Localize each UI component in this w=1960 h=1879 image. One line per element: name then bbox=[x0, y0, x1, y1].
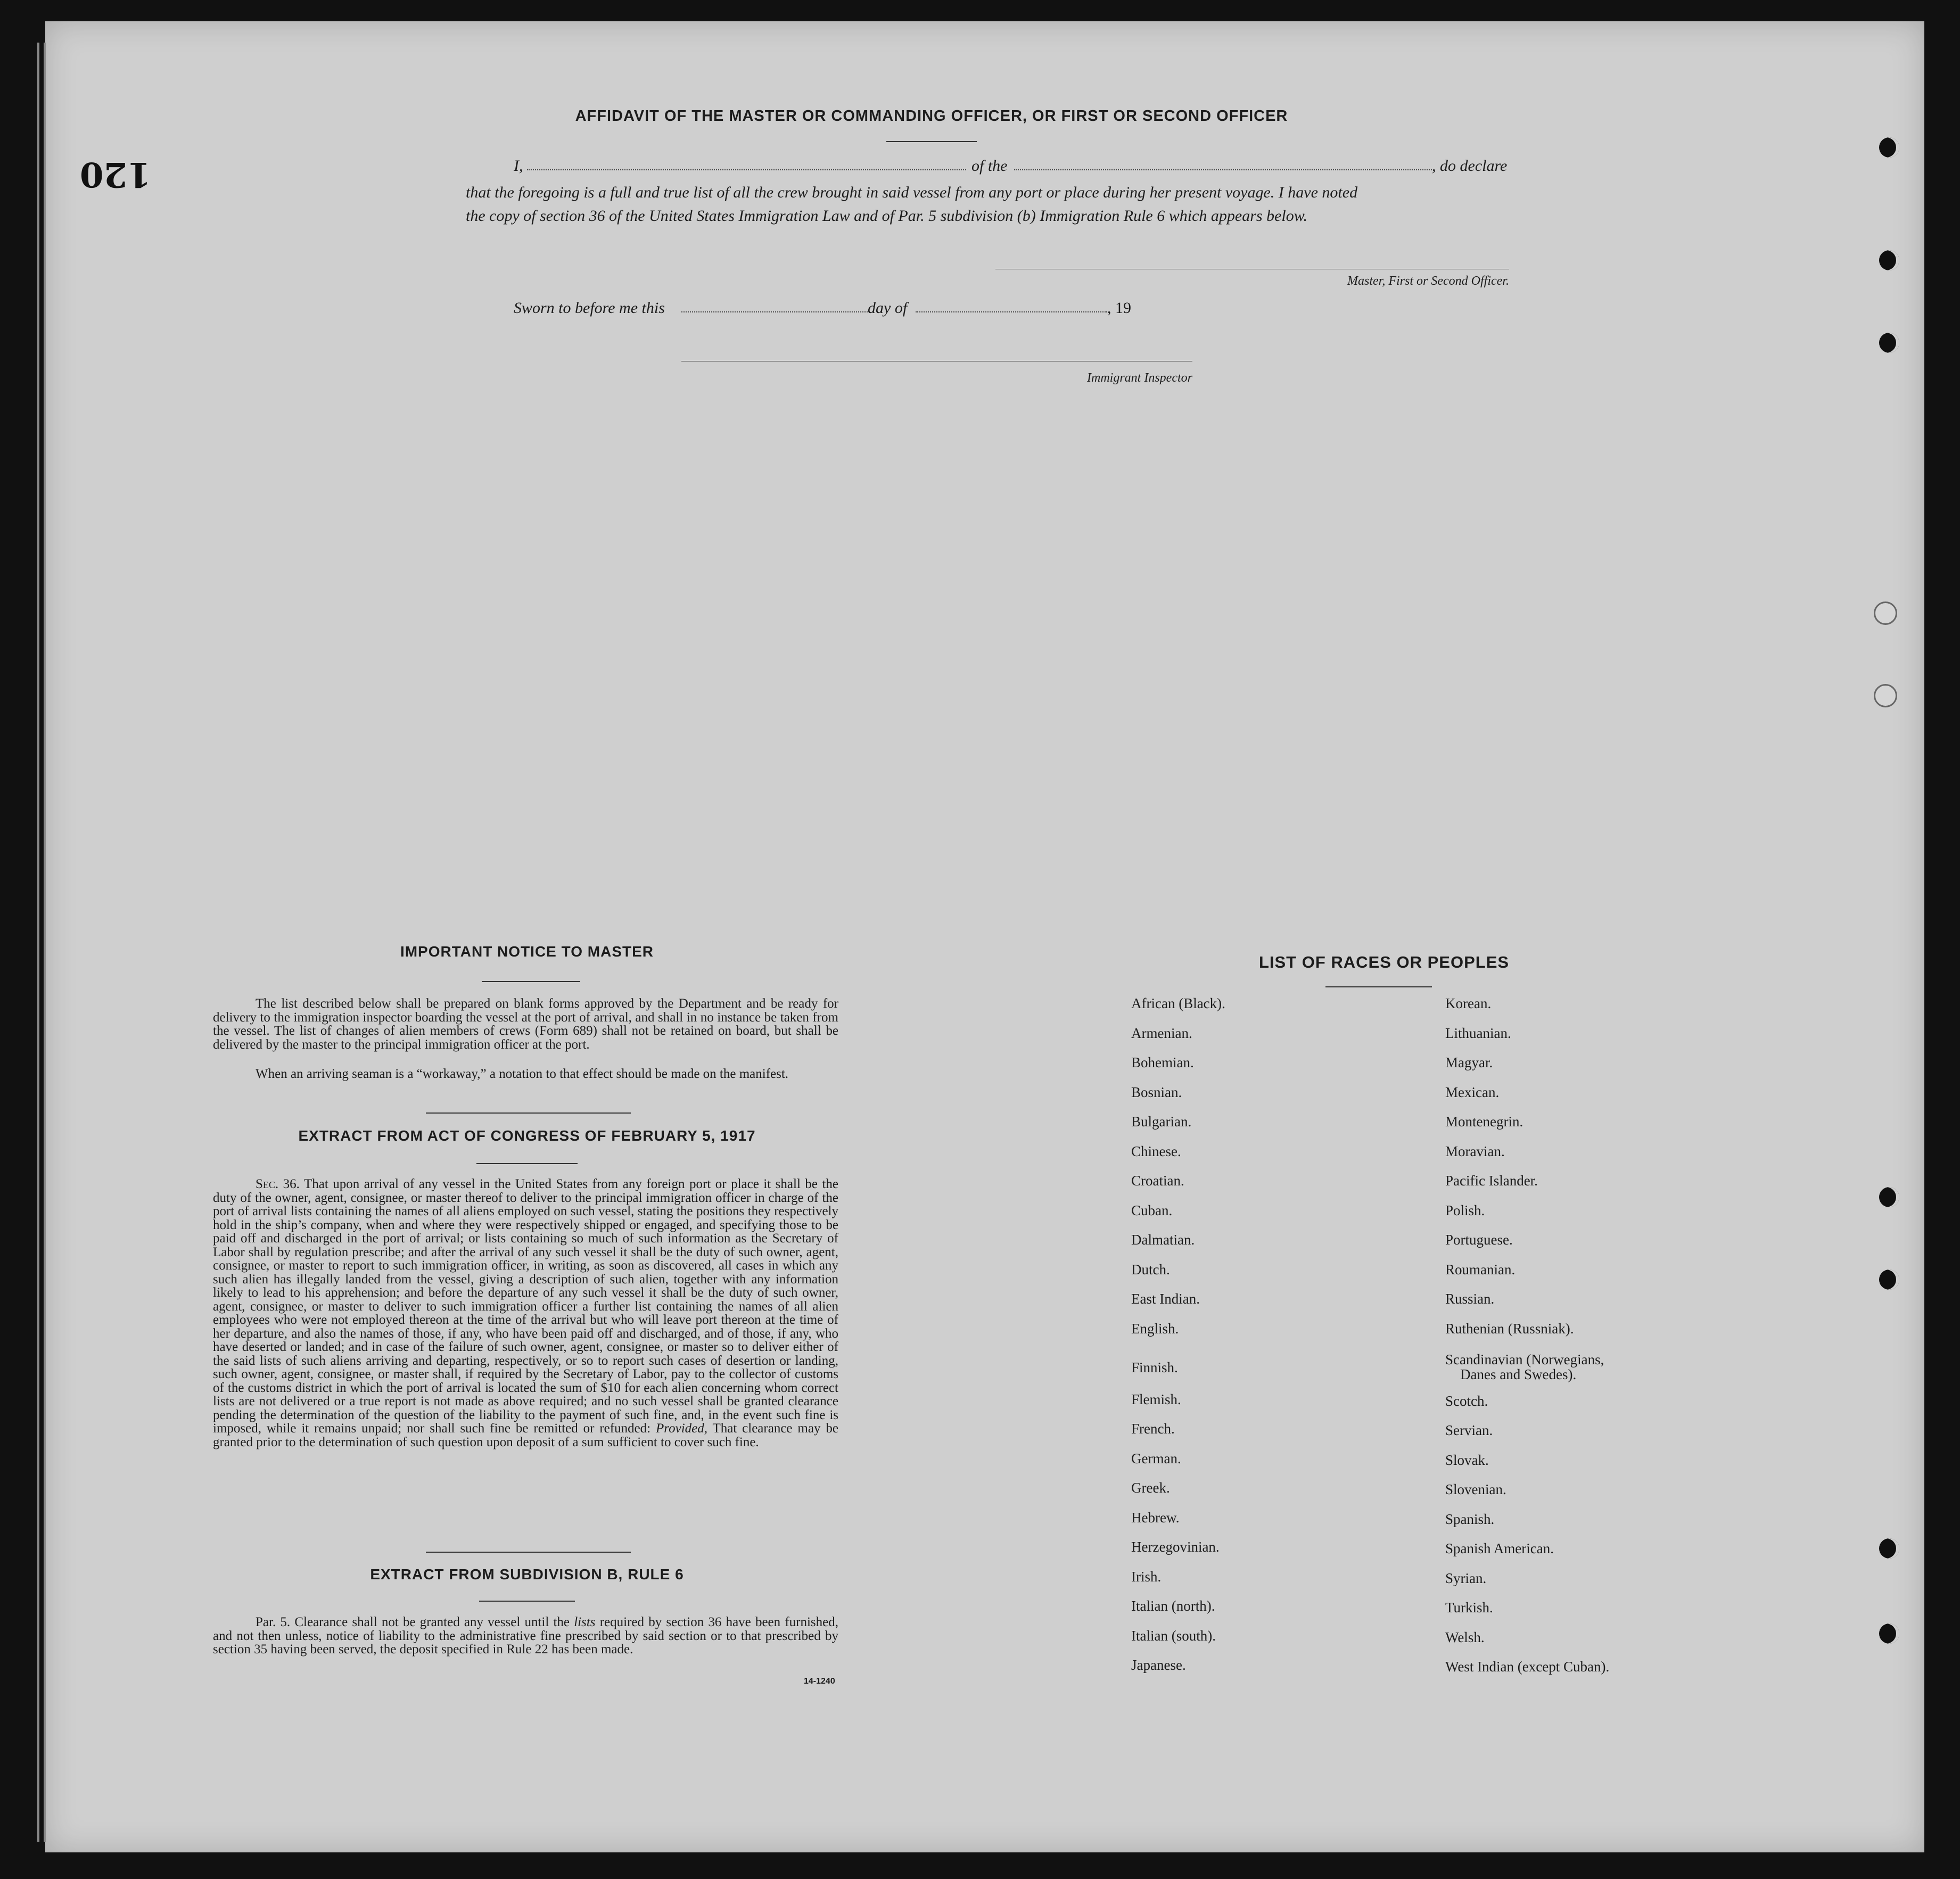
race-item: Bulgarian. bbox=[1131, 1114, 1192, 1130]
race-item: Italian (north). bbox=[1131, 1598, 1215, 1614]
vessel-blank bbox=[1014, 169, 1432, 170]
race-item: Greek. bbox=[1131, 1480, 1170, 1496]
binder-hole bbox=[1879, 1623, 1899, 1644]
race-item: Syrian. bbox=[1445, 1570, 1487, 1586]
race-item: Spanish. bbox=[1445, 1511, 1495, 1527]
race-item: Moravian. bbox=[1445, 1143, 1505, 1159]
race-item: West Indian (except Cuban). bbox=[1445, 1659, 1610, 1675]
affidavit-line-3: the copy of section 36 of the United States Immigration Law and of Par. 5 subdivision (b) Immigration Rule 6 which appears below. bbox=[466, 207, 1307, 225]
race-item: Montenegrin. bbox=[1445, 1114, 1523, 1130]
race-item: Flemish. bbox=[1131, 1391, 1181, 1407]
race-item: Portuguese. bbox=[1445, 1232, 1513, 1248]
races-list-left bbox=[1131, 995, 1225, 1687]
race-item: Roumanian. bbox=[1445, 1261, 1516, 1278]
rule-text-after: required by section 36 have been furnished, and not then unless, notice of liability to the administrative fine prescribed by said section or to that prescribed by section 35 having been served, the deposit specified in Rule 22 has been made. bbox=[213, 1615, 838, 1657]
title-rule bbox=[482, 981, 580, 982]
race-item: Spanish American. bbox=[1445, 1540, 1554, 1556]
title-rule bbox=[886, 141, 977, 142]
affidavit-line-2: that the foregoing is a full and true list of all the crew brought in said vessel from any port or place during her present voyage. I have noted bbox=[466, 184, 1358, 201]
race-item: Pacific Islander. bbox=[1445, 1173, 1538, 1189]
race-item: Ruthenian (Russniak). bbox=[1445, 1320, 1574, 1337]
page-edge-line bbox=[44, 43, 46, 1842]
race-item: Servian. bbox=[1445, 1422, 1493, 1438]
race-item: Polish. bbox=[1445, 1202, 1485, 1218]
race-item: Croatian. bbox=[1131, 1173, 1184, 1189]
race-item: German. bbox=[1131, 1450, 1181, 1466]
binder-hole bbox=[1879, 137, 1899, 158]
rule-extract-title: EXTRACT FROM SUBDIVISION B, RULE 6 bbox=[370, 1566, 684, 1583]
provided-text: That clearance may be granted prior to the determination of such question upon deposit of a sum sufficient to cover such fine. bbox=[213, 1421, 838, 1449]
race-item: Armenian. bbox=[1131, 1025, 1192, 1041]
affidavit-title: AFFIDAVIT OF THE MASTER OR COMMANDING OFFICER, OR FIRST OR SECOND OFFICER bbox=[575, 108, 1288, 125]
notice-paragraph-2: When an arriving seaman is a “workaway,” a notation to that effect should be made on the manifest. bbox=[256, 1067, 789, 1081]
race-item: Hebrew. bbox=[1131, 1509, 1180, 1526]
notice-title: IMPORTANT NOTICE TO MASTER bbox=[400, 943, 654, 960]
races-list-right bbox=[1445, 995, 1609, 1688]
notice-paragraph-1: The list described below shall be prepared on blank forms approved by the Department and be ready for delivery to the immigration inspector boarding the vessel at the port of arrival, and shall in no instance be taken from the vessel. The list of changes of alien members of crews (Form 689) shall not be retained on board, but shall be delivered by the master to the principal immigration officer at the port. bbox=[213, 996, 838, 1052]
race-item: Korean. bbox=[1445, 995, 1492, 1011]
race-item: Japanese. bbox=[1131, 1657, 1186, 1673]
lists-word: lists bbox=[574, 1615, 596, 1629]
binder-hole bbox=[1879, 1538, 1899, 1559]
title-rule bbox=[1325, 986, 1432, 987]
affidavit-i: I, bbox=[514, 157, 523, 175]
section-rule bbox=[426, 1112, 631, 1114]
race-item: Herzegovinian. bbox=[1131, 1539, 1220, 1555]
act-section-36 bbox=[213, 1177, 838, 1449]
race-item: Magyar. bbox=[1445, 1054, 1493, 1070]
race-item: Danes and Swedes). bbox=[1460, 1366, 1577, 1382]
rule-text-before: Par. 5. Clearance shall not be granted any vessel until the bbox=[256, 1615, 570, 1629]
race-item: Bosnian. bbox=[1131, 1084, 1182, 1100]
binder-hole bbox=[1879, 250, 1899, 270]
race-item: French. bbox=[1131, 1421, 1175, 1437]
affidavit-of-the: of the bbox=[971, 157, 1008, 175]
race-item: African (Black). bbox=[1131, 995, 1225, 1011]
section-text: That upon arrival of any vessel in the United States from any foreign port or place it shall be the duty of the owner, agent, consignee, or master thereof to deliver to the principal immigration officer in charge of the port of arrival lists containing the names of all aliens employed on such vessel, stating the positions they respectively hold in the ship’s company, when and where they were respectively shipped or engaged, and specifying those to be paid off and discharged in the port of arrival; or lists containing so much of such information as the Secretary of Labor shall by regulation prescribe; and after the arrival of any such vessel it shall be the duty of such owner, agent, consignee, or master to report to such immigration officer, in writing, as soon as discovered, all cases in which any such alien has illegally landed from the vessel, giving a description of such alien, together with any information likely to lead to his apprehension; and before the departure of any such vessel it shall be the duty of such owner, agent, consignee, or master to deliver to such immigration officer a further list containing the names of all alien employees who were not employed thereon at the time of the arrival but who will leave port thereon at the time of her departure, and also the names of those, if any, who have been paid off and discharged, and of those, if any, who have deserted or landed; and in case of the failure of such owner, agent, consignee, or master so to deliver either of the said lists of such aliens arriving and departing, respectively, or so to report such cases of desertion or landing, such owner, agent, consignee, or master shall, if required by the Secretary of Labor, pay to the collector of customs of the customs district in which the port of arrival is located the sum of $10 for each alien concerning whom correct lists are not delivered or a true report is not made as above required; and no such vessel shall be granted clearance pending the determination of the question of the liability to the payment of such fine, and, in the event such fine is imposed, while it remains unpaid; nor shall such fine be remitted or refunded: bbox=[213, 1177, 839, 1436]
provided-label: Provided, bbox=[656, 1421, 707, 1436]
race-item: Dalmatian. bbox=[1131, 1232, 1195, 1248]
binder-hole bbox=[1874, 684, 1897, 707]
month-blank bbox=[916, 311, 1107, 312]
binder-hole bbox=[1879, 333, 1899, 353]
race-item: Bohemian. bbox=[1131, 1054, 1194, 1070]
race-item: East Indian. bbox=[1131, 1291, 1200, 1307]
race-item: Scandinavian (Norwegians, bbox=[1445, 1351, 1604, 1367]
affidavit-declare: , do declare bbox=[1432, 157, 1508, 175]
name-blank bbox=[527, 169, 966, 170]
race-item: Turkish. bbox=[1445, 1600, 1493, 1616]
race-item: Russian. bbox=[1445, 1291, 1495, 1307]
binder-hole bbox=[1879, 1270, 1899, 1290]
race-item: Scotch. bbox=[1445, 1392, 1488, 1409]
section-label: Sec. 36. bbox=[256, 1177, 300, 1191]
races-title: LIST OF RACES OR PEOPLES bbox=[1258, 953, 1510, 971]
title-rule bbox=[479, 1601, 575, 1602]
race-item: Welsh. bbox=[1445, 1629, 1485, 1645]
day-blank bbox=[681, 311, 868, 312]
race-item: Lithuanian. bbox=[1445, 1025, 1511, 1041]
section-rule bbox=[426, 1552, 631, 1553]
page-number: 120 bbox=[80, 154, 151, 194]
title-rule bbox=[476, 1163, 578, 1164]
form-number: 14-1240 bbox=[804, 1677, 835, 1686]
rule-paragraph bbox=[213, 1616, 838, 1657]
race-item: Cuban. bbox=[1131, 1202, 1173, 1218]
race-item: Dutch. bbox=[1131, 1261, 1170, 1278]
signature-label: Master, First or Second Officer. bbox=[1347, 274, 1509, 288]
binder-hole bbox=[1874, 601, 1897, 625]
sworn-day-of: day of bbox=[868, 299, 908, 317]
page-edge-line bbox=[37, 43, 39, 1842]
sworn-year: , 19 bbox=[1107, 299, 1131, 317]
race-item: Mexican. bbox=[1445, 1084, 1500, 1100]
race-item: Chinese. bbox=[1131, 1143, 1181, 1159]
race-item: Irish. bbox=[1131, 1568, 1162, 1585]
race-item: Finnish. bbox=[1131, 1359, 1178, 1375]
race-item: Slovak. bbox=[1445, 1452, 1489, 1468]
sworn-prefix: Sworn to before me this bbox=[514, 299, 665, 317]
race-item: Slovenian. bbox=[1445, 1481, 1506, 1497]
race-item: Italian (south). bbox=[1131, 1627, 1216, 1644]
inspector-label: Immigrant Inspector bbox=[1087, 371, 1192, 385]
act-extract-title: EXTRACT FROM ACT OF CONGRESS OF FEBRUARY 5, 1917 bbox=[298, 1127, 756, 1144]
binder-hole bbox=[1879, 1187, 1899, 1207]
race-item: English. bbox=[1131, 1320, 1179, 1337]
